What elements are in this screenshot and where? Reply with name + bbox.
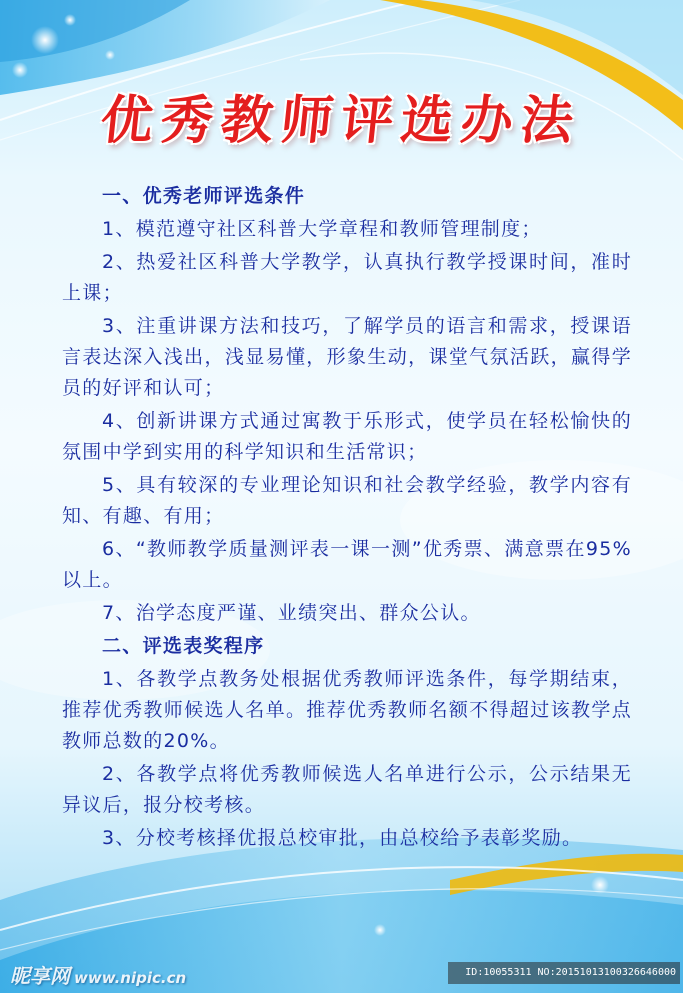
list-item: 3、注重讲课方法和技巧，了解学员的语言和需求，授课语言表达深入浅出，浅显易懂，形象生动，课堂气氛活跃，赢得学员的好评和认可； bbox=[62, 315, 632, 399]
section-heading: 一、优秀老师评选条件 bbox=[102, 185, 306, 207]
list-item: 2、热爱社区科普大学教学，认真执行教学授课时间，准时上课； bbox=[62, 251, 632, 304]
image-id-label: ID:10055311 NO:20151013100326646000 bbox=[448, 962, 680, 984]
page-title: 优秀教师评选办法 bbox=[97, 90, 585, 151]
section-procedure bbox=[62, 631, 632, 854]
list-item: 1、各教学点教务处根据优秀教师评选条件，每学期结束，推荐优秀教师候选人名单。推荐优秀教师名额不得超过该教学点教师总数的20%。 bbox=[62, 668, 632, 752]
list-item: 5、具有较深的专业理论知识和社会教学经验，教学内容有知、有趣、有用； bbox=[62, 474, 632, 527]
watermark-brand: 昵享网 bbox=[10, 964, 70, 988]
watermark-url: www.nipic.cn bbox=[74, 969, 187, 987]
list-item: 2、各教学点将优秀教师候选人名单进行公示，公示结果无异议后，报分校考核。 bbox=[62, 763, 632, 816]
section-heading: 二、评选表奖程序 bbox=[102, 635, 265, 657]
list-item: 7、治学态度严谨、业绩突出、群众公认。 bbox=[102, 602, 481, 624]
section-conditions bbox=[62, 181, 632, 629]
document-body bbox=[62, 181, 632, 856]
list-item: 4、创新讲课方式通过寓教于乐形式，使学员在轻松愉快的氛围中学到实用的科学知识和生活常识； bbox=[62, 410, 632, 463]
watermark-logo bbox=[10, 960, 186, 989]
list-item: 3、分校考核择优报总校审批，由总校给予表彰奖励。 bbox=[102, 827, 583, 849]
list-item: 6、“教师教学质量测评表一课一测”优秀票、满意票在95%以上。 bbox=[62, 538, 632, 591]
list-item: 1、模范遵守社区科普大学章程和教师管理制度； bbox=[102, 218, 542, 240]
